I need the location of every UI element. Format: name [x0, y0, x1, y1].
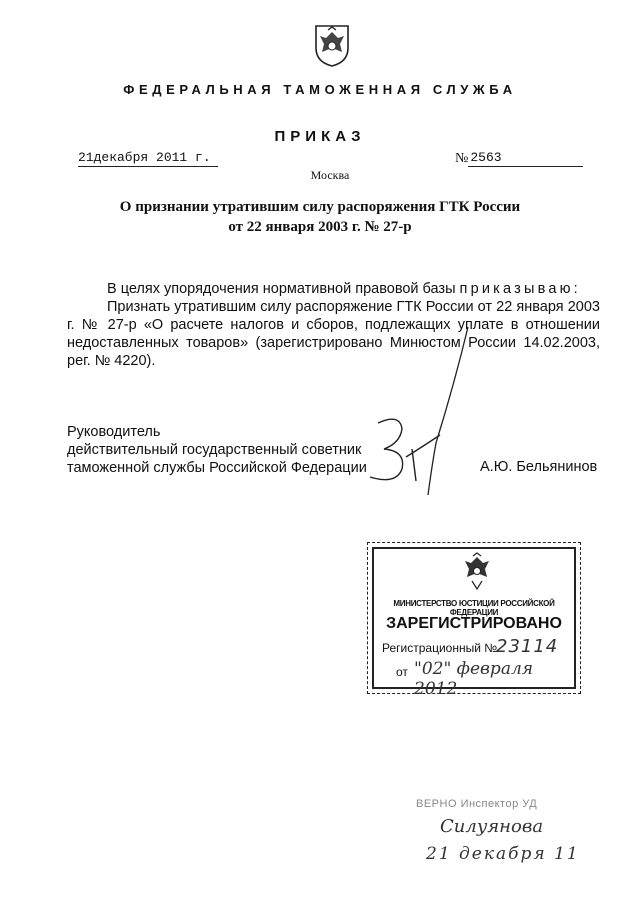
- city: Москва: [310, 168, 350, 182]
- order-number-label: №: [455, 151, 469, 166]
- order-date: 21декабря 2011 г.: [78, 150, 218, 167]
- verification-stamp: [400, 790, 590, 880]
- stamp-ministry: МИНИСТЕРСТВО ЮСТИЦИИ РОССИЙСКОЙ ФЕДЕРАЦИИ: [393, 599, 555, 617]
- stamp-reg-label: Регистрационный №: [382, 641, 498, 655]
- intro-text: В целях упорядочения нормативной правовой базы: [107, 281, 456, 297]
- coat-of-arms-icon: [460, 551, 494, 591]
- registration-stamp: [372, 547, 576, 699]
- stamp-date-label: от: [396, 665, 408, 679]
- order-number: 2563: [468, 150, 583, 167]
- signatory-name: А.Ю. Бельянинов: [480, 459, 598, 475]
- handwritten-signature: [340, 325, 500, 510]
- stamp-status: ЗАРЕГИСТРИРОВАНО: [386, 615, 562, 632]
- agency-name: ФЕДЕРАЛЬНАЯ ТАМОЖЕННАЯ СЛУЖБА: [123, 82, 517, 97]
- order-title-line-2: от 22 января 2003 г. № 27-р: [228, 219, 412, 235]
- verification-name: Силуянова: [440, 816, 544, 837]
- order-title: [0, 197, 640, 237]
- stamp-reg-number: 23114: [496, 636, 559, 657]
- order-title-line-1: О признании утратившим силу распоряжения ГТК России: [119, 199, 521, 215]
- signatory-title: [67, 423, 367, 477]
- order-paragraph: Признать утратившим силу распоряжение ГТК России от 22 января 2003 г. № 27-р «О расчете налогов и сборов, подлежащих уплате в отношении недоставленных товаров» (зарегистрировано Минюстом России 14.02.2003, рег. № 4220).: [67, 299, 600, 369]
- signatory-line-3: таможенной службы Российской Федерации: [67, 460, 367, 476]
- signatory-line-1: Руководитель: [67, 424, 161, 440]
- command-word: приказываю:: [459, 281, 581, 297]
- stamp-date-value: "02" февраля 2012: [414, 659, 534, 699]
- order-number-field: [455, 150, 583, 167]
- document-type: ПРИКАЗ: [274, 128, 366, 145]
- order-intro: [67, 280, 600, 298]
- signatory-line-2: действительный государственный советник: [67, 442, 362, 458]
- coat-of-arms-icon: [312, 22, 352, 68]
- verification-label: ВЕРНО Инспектор УД: [416, 798, 538, 810]
- verification-date: 21 декабря 11: [426, 844, 580, 864]
